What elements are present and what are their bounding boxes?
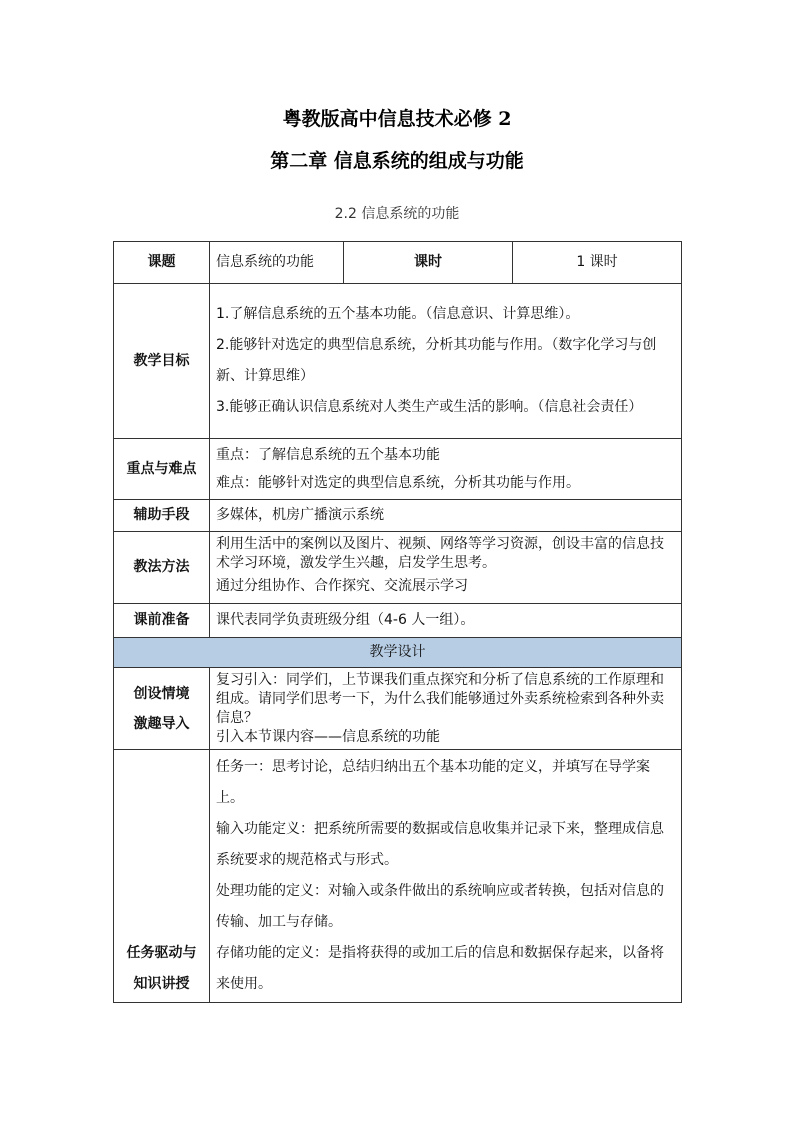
row-band (114, 638, 682, 668)
aids-value: 多媒体，机房广播演示系统 (210, 500, 682, 532)
aids-label: 辅助手段 (114, 500, 210, 532)
lesson-plan-table (113, 241, 682, 1003)
row-methods (114, 532, 682, 604)
task-label (114, 750, 210, 1003)
goals-label: 教学目标 (114, 284, 210, 439)
task-paragraph: 存储功能的定义：是指将获得的或加工后的信息和数据保存起来，以备将来使用。 (216, 945, 664, 992)
methods-content (210, 532, 682, 604)
row-prep (114, 604, 682, 638)
task-paragraph: 处理功能的定义：对输入或条件做出的系统响应或者转换，包括对信息的传输、加工与存储。 (216, 883, 664, 930)
methods-label: 教法方法 (114, 532, 210, 604)
goal-item: 1.了解信息系统的五个基本功能。（信息意识、计算思维）。 (216, 306, 580, 322)
row-aids (114, 500, 682, 532)
teaching-design-band: 教学设计 (114, 638, 682, 668)
intro-label (114, 668, 210, 750)
section-subtitle: 2.2 信息系统的功能 (334, 206, 460, 222)
intro-content (210, 668, 682, 750)
topic-value: 信息系统的功能 (210, 242, 344, 284)
intro-label-line: 激趣导入 (133, 715, 190, 732)
row-topic (114, 242, 682, 284)
key-point-text: 重点：了解信息系统的五个基本功能 (216, 447, 440, 463)
hours-label: 课时 (344, 242, 513, 284)
methods-text: 通过分组协作、合作探究、交流展示学习 (216, 578, 468, 594)
key-points-content (210, 439, 682, 500)
row-goals (114, 284, 682, 439)
intro-text: 引入本节课内容——信息系统的功能 (216, 728, 440, 745)
chapter-title: 第二章 信息系统的组成与功能 (270, 150, 524, 172)
intro-label-line: 创设情境 (133, 685, 190, 702)
prep-value: 课代表同学负责班级分组（4-6 人一组）。 (210, 604, 682, 638)
goal-item: 3.能够正确认识信息系统对人类生产或生活的影响。（信息社会责任） (216, 399, 643, 415)
methods-text: 利用生活中的案例以及图片、视频、网络等学习资源，创设丰富的信息技术学习环境，激发学生兴趣，启发学生思考。 (216, 536, 664, 571)
task-content (210, 750, 682, 1003)
goals-content (210, 284, 682, 439)
goal-item: 2.能够针对选定的典型信息系统，分析其功能与作用。（数字化学习与创新、计算思维） (216, 337, 657, 384)
task-paragraph: 输入功能定义：把系统所需要的数据或信息收集并记录下来，整理成信息系统要求的规范格式与形式。 (216, 821, 664, 868)
row-key-points (114, 439, 682, 500)
task-label-line: 任务驱动与 (126, 945, 197, 961)
topic-label: 课题 (114, 242, 210, 284)
row-task (114, 750, 682, 1003)
task-label-line: 知识讲授 (133, 976, 190, 992)
task-paragraph: 任务一：思考讨论，总结归纳出五个基本功能的定义，并填写在导学案上。 (216, 759, 650, 806)
document-title: 粤教版高中信息技术必修 2 (282, 108, 512, 130)
hours-value: 1 课时 (513, 242, 682, 284)
key-points-label: 重点与难点 (114, 439, 210, 500)
intro-text: 复习引入：同学们，上节课我们重点探究和分析了信息系统的工作原理和组成。请同学们思考一下，为什么我们能够通过外卖系统检索到各种外卖信息？ (216, 671, 664, 726)
prep-label: 课前准备 (114, 604, 210, 638)
difficulty-text: 难点：能够针对选定的典型信息系统，分析其功能与作用。 (216, 475, 580, 491)
row-intro (114, 668, 682, 750)
